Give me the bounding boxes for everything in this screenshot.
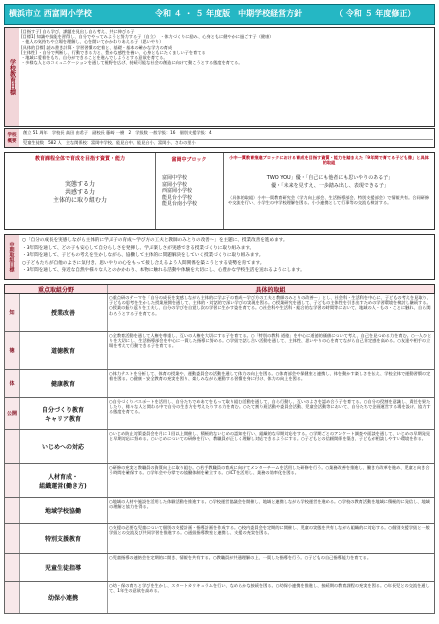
focus-row [4, 524, 435, 554]
focus-row-tag: 公開 [5, 398, 20, 429]
focus-row-tag [5, 582, 20, 613]
focus-row-label: 地域学校協働 [19, 498, 108, 523]
focus-row-text: ○体力テストを分析して、体育の授業や、運動委員会の活動を通して体力の向上を図る。○体育部会や保健室と連携し、体を動かす楽しさを伝え、学校全体で運動習慣の定着を図る。○健康・安全教育の充実を図り、楽しみながら運動する習慣を身に付け、体力の向上を図る。 [109, 371, 431, 382]
focus-row-label: 道徳教育 [19, 332, 108, 369]
focus-row-text: ○研修の充実と教職員の資質向上に取り組む。○若手教職員の育成に向けてメンターチームを活用した研修を行う。○業務改善を推進し、働き方改革を進め、児童と向き合う時間を確保する。○学年会や分掌での協働体制を確立する。○ICTを活用し、業務の効率化を図る。 [109, 465, 430, 476]
focus-table-header [4, 284, 435, 294]
focus-row [4, 332, 435, 370]
block-slogan: TWO YOU」優・「自己にも他者にも思いやりのある子」 [266, 175, 394, 181]
focus-row-text: ○幼・保の育ちと学びを生かし、スタートカリキュラムを行い、なめらかな接続を図る。○幼保小連携を推進し、接続期の教育課程の充実を図る。○年長児との交流を通して、1年生の意欲を高める。 [109, 583, 430, 594]
focus-row [4, 398, 435, 430]
competency-item: 共感する力 [64, 189, 95, 196]
school-item: 能見台南小学校 [162, 201, 198, 207]
focus-row-text: ○児童指導の連絡会を定期的に開き、情報を共有する。○教職員が共通理解の上、一貫した指導を行う。○子どもの自己指導能力を育てる。 [109, 555, 372, 560]
header-bar [4, 4, 435, 25]
page-title: 令和 ４ ・ ５ 年度版 中期学校経営方針 [155, 9, 303, 18]
focus-row-tag [5, 464, 20, 497]
focus-row [4, 464, 435, 498]
focus-row [4, 554, 435, 582]
focus-row-tag [5, 554, 20, 581]
school-item: 能見台小学校 [162, 194, 193, 201]
midterm-goals-section [4, 234, 435, 280]
midterm-line: ・3年間を通して、どの子も安心して自分らしさを発揮し、学ぶ楽しさが実感できる授業づくりに取り組みます。 [22, 245, 255, 251]
focus-row-text: ○全教育活動を通して人権を尊重し、互いの人権を大切にする子を育てる。○「特別の教科 道徳」を中心に道徳的価値について考え、自己を見つめる力を育む。○一人ひとりを大切にし、生活指導部会を中心に一貫した指導に努める。○学級で話し合い活動を通して、主体性、思いやりの心を育てながら自己肯定感を高める。○友達や相手の立場を考えて行動できる子を育てる。 [109, 333, 432, 349]
revision-year: （ 令和 ５ 年度修正） [335, 9, 416, 18]
focus-row-text: ○自分づくりパスポートを活用し、自分たちでめあてをもって取り組む活動を通して、自ら行動し、互いのよさを認め合う子を育てる。○自分の役割を意識し、責任を果たしたり、様々な人と関わる中で自分の生き方を考えたりする力を育む。○たて割り班活動や委員会活動、児童会活動等において、自分たちで企画運営する場を設け、協力する態度を育てる。 [109, 399, 431, 415]
focus-row [4, 498, 435, 524]
block-slogan-2: 優・「未来を見すえ、一歩踏み出し、表現できる子」 [271, 183, 389, 189]
basic-info-row-1: 創立 51 周年 学校長 高田 由希子 副校長 藤崎 一樹 2 学級数 一般学級：16 個別支援学級：4 [23, 130, 212, 135]
focus-row-label: 特別支援教育 [19, 524, 108, 553]
midterm-line: ○子どもたちが自他のよさに気付き、思いやりの心をもって接し合えるよう人間関係を築こうとする姿勢を育てます。 [22, 260, 265, 266]
block-title: 富岡中ブロック [171, 157, 207, 163]
school-name: 横浜市立 西富岡小学校 [9, 9, 92, 18]
school-item: 富岡中学校 [162, 175, 188, 181]
focus-row-label: 幼保小連携 [19, 582, 108, 613]
focus-row-label: 授業改善 [19, 294, 108, 331]
focus-row-tag: 徳 [5, 332, 20, 369]
goals-label: 学校教育目標 [5, 28, 19, 126]
focus-head-left: 重点取組分野 [5, 285, 108, 293]
block-section [4, 152, 435, 230]
basic-info-label: 学校 概要 [5, 129, 19, 147]
midterm-label: 中期取組目標 [5, 235, 19, 279]
midterm-line: ・3年間を通して、身近な自然や様々な人とのかかわり、本物に触れる活動や体験を大切にし、心豊かな学校生活を送れるようにします。 [22, 268, 305, 273]
block-policy-title: 小中一貫教育推進ブロックにおける育成を目指す資質・能力を踏まえた「9年間で育てる子ども像」と具体的取組 [229, 155, 429, 166]
block-schools-panel [156, 153, 223, 229]
focus-row-label: 人材育成・ 組織運営(働き方) [19, 464, 108, 497]
focus-row-text: ○いじめ防止対策委員会を月に１回以上開催し、積極的ないじめの認知を行い、組織的な早期対応をする。○学期ごとのアンケート調査や面談を通して、いじめの早期発見と早期対応に努める。○いじめについての研修を行い、教職員が正しく理解し対応できるようにする。○子どもとの信頼関係を築き、子どもが相談しやすい環境を作る。 [109, 431, 431, 442]
focus-row-tag: 体 [5, 370, 20, 397]
focus-row [4, 370, 435, 398]
focus-row-text: ○重点研のテーマを「自分の成長を実感しながら主体的に学ぶ子の育成～学び方の工夫と教師のみとりの改善～」とし、社会科・生活科を中心に、子どもの考えを見取り、子どもの思考を生かした授業展開を通して、主体的・対話的で深い学びの実現を図る。○授業研究を通して、子どもの主体性を引き出すための学習環境を検討し継続する。○授業の振り返りを工夫し、自分の学びを自覚し次の学習に生かす姿を育てる。○社会科や生活科・総合的な学習の時間等において、地域の人・もの・ことに触れ、自ら関わろうとする子を育てる。 [109, 295, 431, 316]
focus-row [4, 430, 435, 464]
block-policy-panel [224, 153, 434, 229]
focus-row [4, 582, 435, 614]
school-item: 富岡小学校 [162, 181, 188, 188]
block-policy-text: 〈具体的取組〉小中一貫教育研究会（学力向上部会、生活指導部会、特別支援部会）で情報共有。合同研修や交流を行い、小学生の中学校理解を図る。小小連携として行事等の交流も検討する。 [228, 195, 430, 206]
focus-row-label: 自分づくり教育 キャリア教育 [19, 398, 108, 429]
competency-panel [5, 153, 155, 229]
basic-info-section [4, 128, 435, 148]
block-school-list [162, 175, 224, 208]
focus-row-text: ○支援の必要な児童について個別の支援計画・指導計画を作成する。○校内委員会を定期的に開催し、児童の実態を共有しながら組織的に対応する。○個別支援学級と一般学級との交流及び共同学習を推進する。○通級指導教室と連携し、支援の充実を図る。 [109, 525, 430, 536]
page [4, 4, 435, 616]
competency-item: 実態する力 [64, 181, 95, 188]
midterm-line: ・3年間を通して、子どもの考えを生かしながら、協働して主体的に問題解決をしていく授業づくりに取り組みます。 [22, 253, 264, 258]
focus-row [4, 294, 435, 332]
focus-row-text: ○地域の人材や施設を活用した体験活動を推進する。○学校運営協議会を開催し、地域と連携しながら学校運営を進める。○学校の教育活動を地域に積極的に発信し、地域の理解と協力を得る。 [109, 499, 430, 510]
competency-item: 主体的に取り組む力 [52, 197, 107, 204]
competency-list [20, 181, 140, 205]
focus-row-label: 健康教育 [19, 370, 108, 397]
focus-row-tag [5, 524, 20, 553]
midterm-lines [22, 237, 432, 275]
goals-text: [目指す子] 自ら学び、課題を見出し自ら考え、共に伸びる子 [目標1] 知識や技能を習得し、自分でやってみようと努力する子（自立） ・体力づくりに励み、心身ともに健やかに過ごす子（健康） ・他人の気持ちや立場を理解し、心を開いてかかわりあえる子（思いやり） [具体的目標] 読み書き計算・学習習慣の定着と、基礎・基本の確かな学力の育成 [主体性] ・自分で判断し、行動できる力と、豊かな感性を養い、心身ともにたくましい子を育てる ・地域に愛着をもち、自分ができることを進んでしようとする意欲を育てる。 ・多様な人とのコミュニケーションを通して視野を広げ、持続可能な社会の創造に向けて動こうとする態度を育てる。 [21, 29, 274, 66]
focus-row-tag [5, 498, 20, 523]
midterm-line: ○「自分の成長を実感しながら主体的に学ぶ子の育成～学び方の工夫と教師のみとりの改善～」を主題に、授業改善を進めます。 [22, 238, 288, 243]
competency-title: 教育課程全体で育成を目指す資質・能力 [34, 156, 125, 162]
focus-head-right: 具体的取組 [255, 286, 286, 294]
school-item: 西富岡小学校 [162, 188, 193, 194]
focus-row-tag: 知 [5, 294, 20, 331]
school-goals-section [4, 27, 435, 127]
focus-row-label: いじめへの対応 [19, 430, 108, 463]
focus-row-label: 児童生徒指導 [19, 554, 108, 581]
focus-row-tag [5, 430, 20, 463]
basic-info-row-2: 児童生徒数 582 人 主な関係校：富岡中学校、能見台中、能見台小、富岡小、さわの里小 [23, 139, 433, 145]
